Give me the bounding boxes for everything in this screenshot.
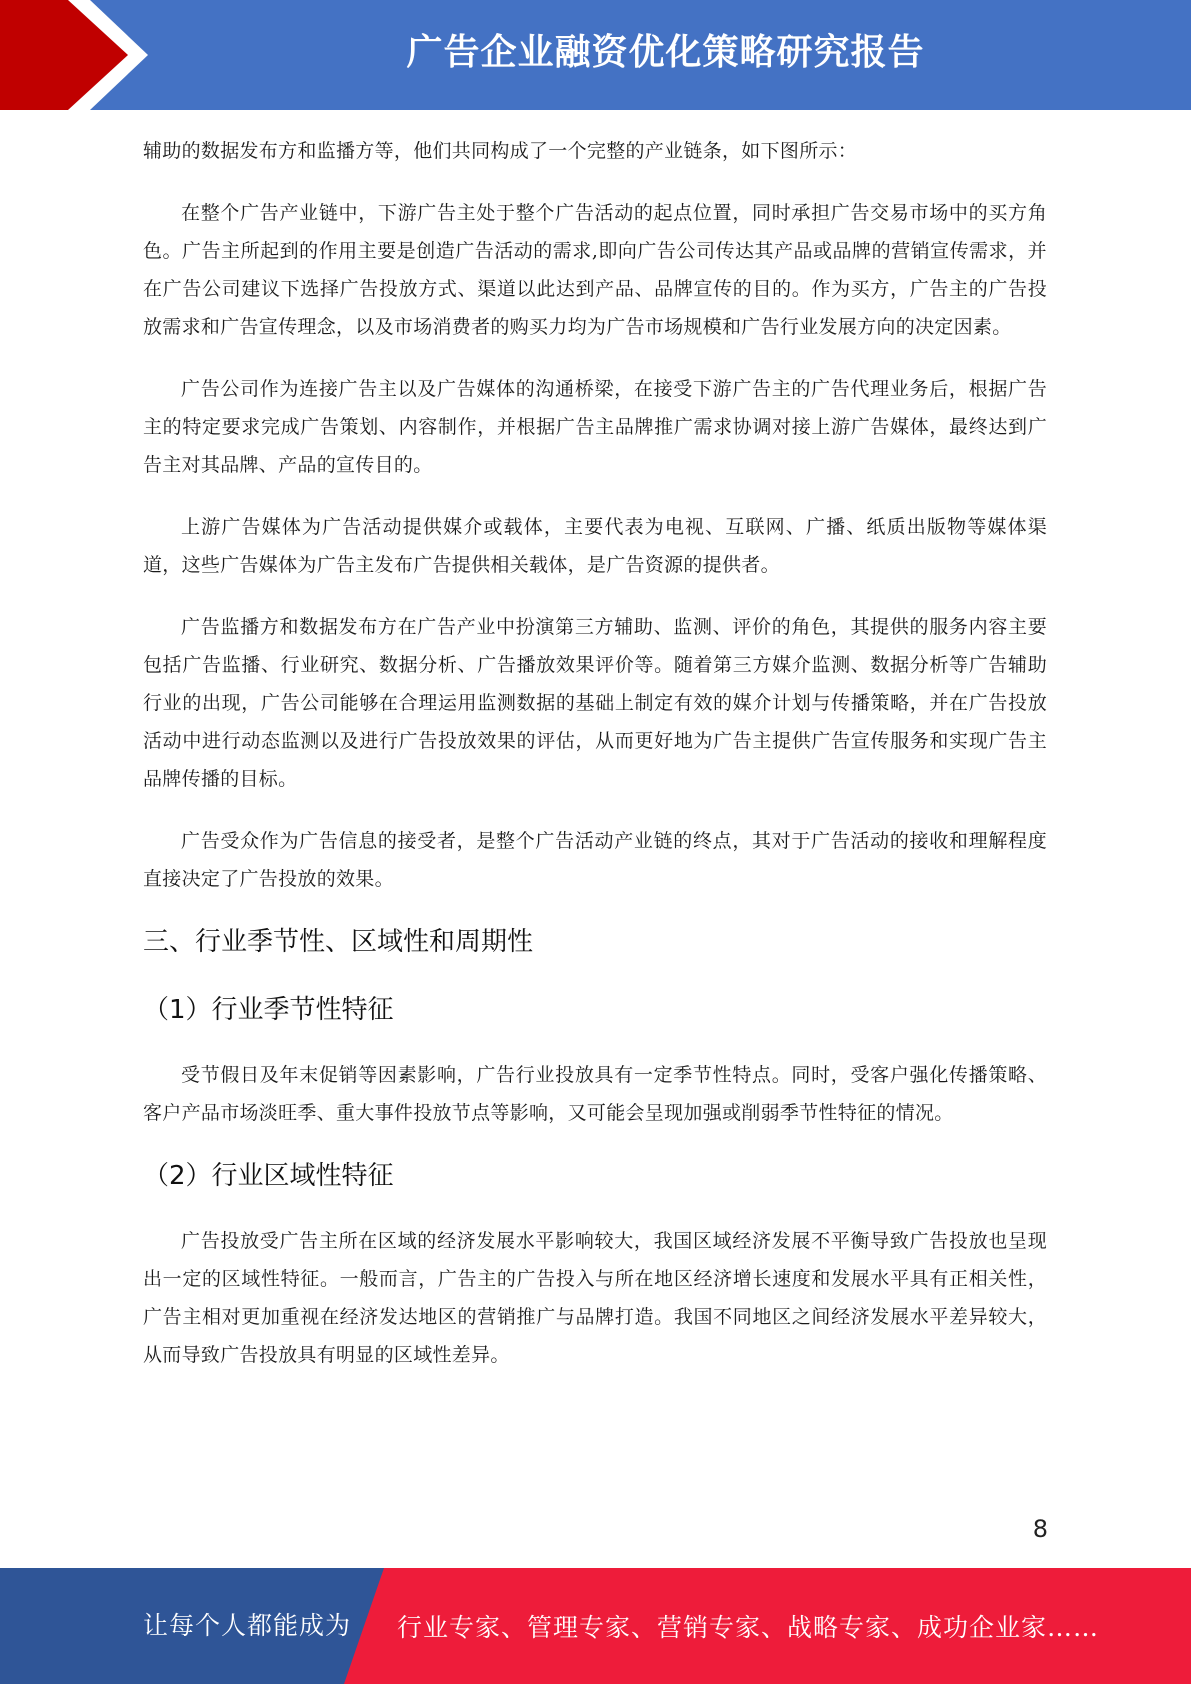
paragraph-continuation: 辅助的数据发布方和监播方等，他们共同构成了一个完整的产业链条，如下图所示： bbox=[143, 140, 858, 162]
footer-slogan-right: 行业专家、管理专家、营销专家、战略专家、成功企业家…… bbox=[397, 1613, 1100, 1642]
page-number: 8 bbox=[1032, 1515, 1048, 1543]
subsection-heading-seasonality: （1）行业季节性特征 bbox=[143, 995, 394, 1025]
document-body bbox=[143, 132, 1047, 1398]
paragraph-ad-agency: 广告公司作为连接广告主以及广告媒体的沟通桥梁，在接受下游广告主的广告代理业务后，根据广告主的特定要求完成广告策划、内容制作，并根据广告主品牌推广需求协调对接上游广告媒体，最终达到广告主对其品牌、产品的宣传目的。 bbox=[143, 378, 1047, 476]
paragraph-audience: 广告受众作为广告信息的接受者，是整个广告活动产业链的终点，其对于广告活动的接收和理解程度直接决定了广告投放的效果。 bbox=[143, 830, 1047, 890]
section-heading: 三、行业季节性、区域性和周期性 bbox=[143, 927, 534, 957]
paragraph-monitoring: 广告监播方和数据发布方在广告产业中扮演第三方辅助、监测、评价的角色，其提供的服务内容主要包括广告监播、行业研究、数据分析、广告播放效果评价等。随着第三方媒介监测、数据分析等广告辅助行业的出现，广告公司能够在合理运用监测数据的基础上制定有效的媒介计划与传播策略，并在广告投放活动中进行动态监测以及进行广告投放效果的评估，从而更好地为广告主提供广告宣传服务和实现广告主品牌传播的目标。 bbox=[143, 616, 1047, 790]
header-arrow-decoration bbox=[0, 0, 150, 110]
footer-slogan-left: 让每个人都能成为 bbox=[143, 1611, 352, 1640]
paragraph-regional: 广告投放受广告主所在区域的经济发展水平影响较大，我国区域经济发展不平衡导致广告投放也呈现出一定的区域性特征。一般而言，广告主的广告投入与所在地区经济增长速度和发展水平具有正相关性，广告主相对更加重视在经济发达地区的营销推广与品牌打造。我国不同地区之间经济发展水平差异较大，从而导致广告投放具有明显的区域性差异。 bbox=[143, 1230, 1047, 1366]
subsection-heading-regional: （2）行业区域性特征 bbox=[143, 1161, 394, 1191]
paragraph-ad-media: 上游广告媒体为广告活动提供媒介或载体，主要代表为电视、互联网、广播、纸质出版物等媒体渠道，这些广告媒体为广告主发布广告提供相关载体，是广告资源的提供者。 bbox=[143, 516, 1047, 576]
paragraph-seasonality: 受节假日及年末促销等因素影响，广告行业投放具有一定季节性特点。同时，受客户强化传播策略、客户产品市场淡旺季、重大事件投放节点等影响，又可能会呈现加强或削弱季节性特征的情况。 bbox=[143, 1064, 1047, 1124]
page-footer bbox=[0, 1568, 1191, 1684]
report-title: 广告企业融资优化策略研究报告 bbox=[406, 32, 925, 73]
page-header bbox=[0, 0, 1191, 110]
header-arrow-red bbox=[0, 0, 128, 110]
paragraph-advertiser: 在整个广告产业链中，下游广告主处于整个广告活动的起点位置，同时承担广告交易市场中的买方角色。广告主所起到的作用主要是创造广告活动的需求,即向广告公司传达其产品或品牌的营销宣传需求，并在广告公司建议下选择广告投放方式、渠道以此达到产品、品牌宣传的目的。作为买方，广告主的广告投放需求和广告宣传理念，以及市场消费者的购买力均为广告市场规模和广告行业发展方向的决定因素。 bbox=[143, 202, 1047, 338]
